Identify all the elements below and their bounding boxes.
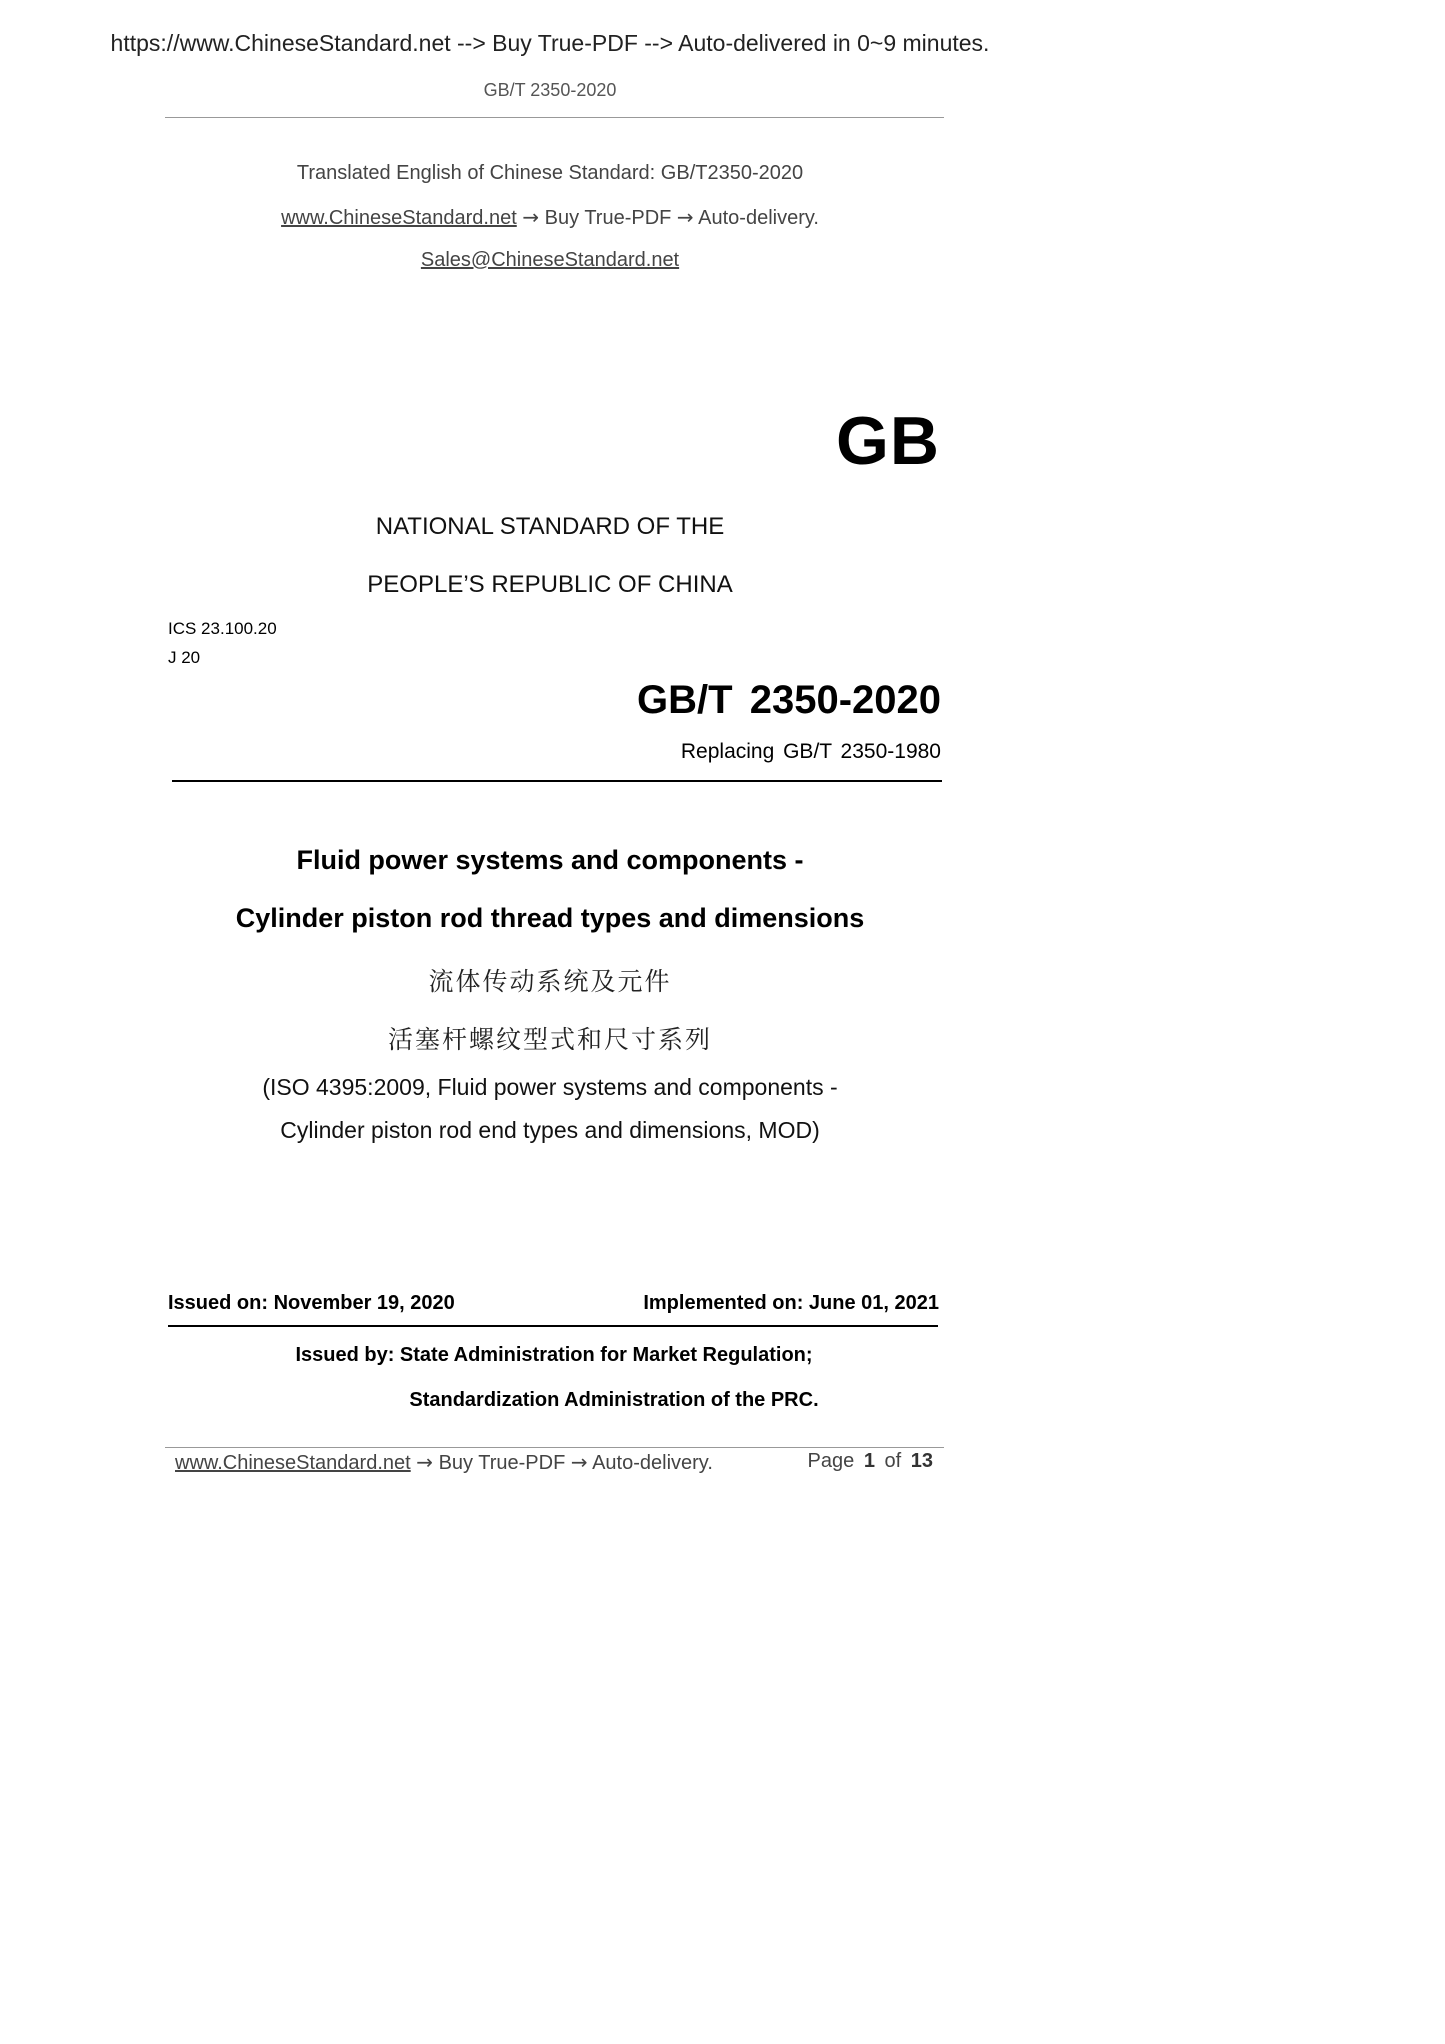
- title-line2: Cylinder piston rod thread types and dimensions: [235, 903, 865, 933]
- page-label: Page: [807, 1450, 855, 1472]
- header-code: GB/T 2350-2020: [483, 80, 617, 100]
- gb-logo: GB: [836, 403, 940, 479]
- footer-site-link[interactable]: www.ChineseStandard.net: [175, 1452, 411, 1474]
- j-code: J 20: [168, 648, 201, 667]
- ics-code: ICS 23.100.20: [168, 619, 277, 638]
- standard-number: GB/T 2350-2020: [637, 678, 941, 722]
- arrow-right-icon: →: [416, 1450, 434, 1474]
- issued-date: Issued on: November 19, 2020: [168, 1292, 455, 1314]
- page-indicator: [808, 1450, 933, 1473]
- purchase-line: [0, 205, 1100, 230]
- iso-reference-line1: (ISO 4395:2009, Fluid power systems and components -: [262, 1074, 838, 1100]
- title-divider: [172, 780, 942, 782]
- national-standard-line1: NATIONAL STANDARD OF THE: [375, 513, 725, 540]
- page-total: 13: [910, 1450, 933, 1472]
- issue-divider: [168, 1325, 938, 1327]
- top-banner: https://www.ChineseStandard.net --> Buy True-PDF --> Auto-delivered in 0~9 minutes.: [110, 30, 990, 56]
- issued-by-line2: Standardization Administration of the PRC.: [409, 1389, 819, 1411]
- arrow-right-icon: →: [522, 205, 540, 229]
- translated-line: Translated English of Chinese Standard: GB/T2350-2020: [296, 162, 804, 184]
- iso-reference-line2: Cylinder piston rod end types and dimensions, MOD): [280, 1117, 820, 1143]
- implemented-date: Implemented on: June 01, 2021: [643, 1292, 939, 1314]
- issued-by-line1: Issued by: State Administration for Market Regulation;: [295, 1344, 813, 1366]
- sales-email-line: [0, 249, 1100, 272]
- arrow-right-icon: →: [570, 1450, 588, 1474]
- footer-auto-delivery: Auto-delivery.: [592, 1452, 713, 1474]
- header-divider: [165, 117, 944, 118]
- page-current: 1: [863, 1450, 875, 1472]
- page-of: of: [884, 1450, 902, 1472]
- buy-true-pdf-text: Buy True-PDF: [544, 207, 672, 229]
- national-standard-line2: PEOPLE’S REPUBLIC OF CHINA: [367, 571, 733, 598]
- title-line1: Fluid power systems and components -: [296, 845, 804, 875]
- footer-buy-text: Buy True-PDF: [438, 1452, 566, 1474]
- chinese-title-line1: 流体传动系统及元件: [428, 967, 672, 996]
- chinese-title-line2: 活塞杆螺纹型式和尺寸系列: [387, 1025, 712, 1054]
- site-link[interactable]: www.ChineseStandard.net: [281, 207, 517, 229]
- auto-delivery-text: Auto-delivery.: [698, 207, 819, 229]
- replacing-note: Replacing GB/T 2350-1980: [680, 740, 941, 763]
- sales-email-link[interactable]: Sales@ChineseStandard.net: [420, 249, 680, 271]
- footer-purchase-line: [175, 1450, 713, 1475]
- arrow-right-icon: →: [676, 205, 694, 229]
- footer-divider: [165, 1447, 944, 1448]
